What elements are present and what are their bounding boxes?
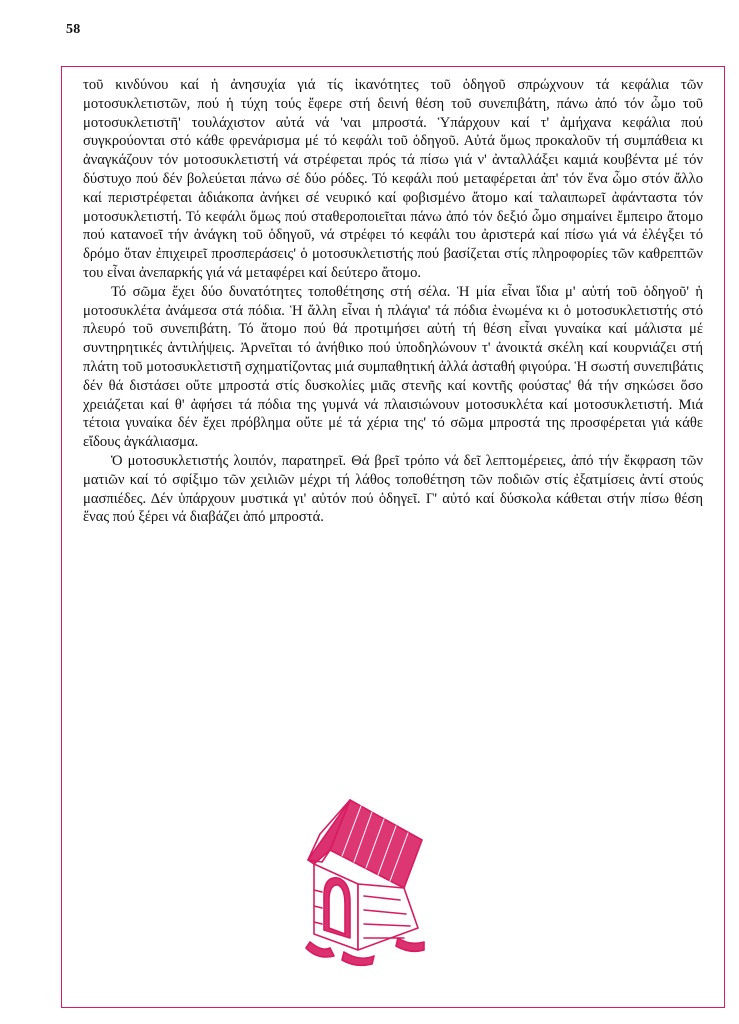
paragraph-2: Τό σῶμα ἔχει δύο δυνατότητες τοποθέτησης στή σέλα. Ἡ μία εἶναι ἴδια μ' αὐτή τοῦ ὁδηγοῦ' ἡ μοτοσυκλέτα ἀνάμεσα στά πόδια. Ἡ ἄλλη εἶναι ἡ πλάγια' τά πόδια ἑνωμένα κι ὁ μοτοσυκλετιστής στό πλευρό τοῦ συνεπιβάτη. Τό ἄτομο πού θά προτιμήσει αὐτή τή θέση εἶναι γυναίκα καί μάλιστα μέ συντηρητικές ἀντιλήψεις. Ἀρνεῖται τό ἀνήθικο πού ὑποδηλώνουν τ' ἀνοικτά σκέλη καί κουρνιάζει στή πλάτη τοῦ μοτοσυκλετιστῆ σχηματίζοντας μιά συμπαθητική ἀλλά ἀσταθή φιγούρα. Ἡ σωστή συνεπιβάτις δέν θά διστάσει οὔτε μπροστά στίς δυσκολίες μιᾶς στενῆς καί κοντῆς φούστας' θά τήν σηκώσει ὅσο χρειάζεται καί θ' ἀφήσει τά πόδια της γυμνά νά πλαισιώνουν μοτοσυκλέτα καί μοτοσυκλετιστή. Μιά τέτοια γυναίκα δέν ἔχει πρόβλημα οὔτε μέ τά χέρια της' τό σῶμα μπροστά της προσφέρεται γιά κάθε εἴδους ἀγκάλιασμα. [83,283,703,451]
dog-house-illustration [300,792,434,970]
body-text [83,76,703,527]
dog-house-icon [300,792,434,970]
paragraph-1: τοῦ κινδύνου καί ἡ ἀνησυχία γιά τίς ἱκανότητες τοῦ ὁδηγοῦ σπρώχνουν τά κεφάλια τῶν μοτοσυκλετιστῶν, πού ἡ τύχη τούς ἔφερε στή δεινή θέση τοῦ συνεπιβάτη, πάνω ἀπό τόν ὦμο τοῦ μοτοσυκλετιστῆ' τουλάχιστον αὐτά νά 'ναι μπροστά. Ὑπάρχουν καί τ' ἀμήχανα κεφάλια πού συγκρούονται στό κάθε φρενάρισμα μέ τό κεφάλι τοῦ ὁδηγοῦ. Αὐτά ὅμως προκαλοῦν τή συμπάθεια κι ἀναγκάζουν τόν μοτοσυκλετιστή νά στρέφεται πρός τά πίσω γιά ν' ἀνταλλάξει καμιά κουβέντα μέ τόν δύστυχο πού δέν βολεύεται πάνω σέ δύο ρόδες. Τό κεφάλι πού μεταφέρεται ἀπ' τόν ἕνα ὦμο στόν ἄλλο καί περιστρέφεται ἀδιάκοπα ἀνήκει σέ νευρικό καί φοβισμένο ἄτομο καί ταλαιπωρεῖ ἀφάνταστα τόν μοτοσυκλετιστή. Τό κεφάλι ὅμως πού σταθεροποιεῖται πάνω ἀπό τόν δεξιό ὦμο σημαίνει ἔμπειρο ἄτομο πού κατανοεῖ τήν ἀνάγκη τοῦ ὁδηγοῦ, νά στρέφει τό κεφάλι του ἀριστερά καί πίσω γιά νά ἐλέγξει τό δρόμο ὅταν ἐπιχειρεῖ προσπεράσεις' ὁ μοτοσυκλετιστής πού βασίζεται στίς πληροφορίες τῶν καθρεπτῶν του εἶναι ἀνεπαρκής γιά νά μεταφέρει καί δεύτερο ἄτομο. [83,77,703,281]
paragraph-3: Ὁ μοτοσυκλετιστής λοιπόν, παρατηρεῖ. Θά βρεῖ τρόπο νά δεῖ λεπτομέρειες, ἀπό τήν ἔκφραση τῶν ματιῶν καί τό σφίξιμο τῶν χειλιῶν μέχρι τή λάθος τοποθέτηση τῶν ποδιῶν στίς ἐξατμίσεις ἀντί στούς μασπιέδες. Δέν ὑπάρχουν μυστικά γι' αὐτόν πού ὁδηγεῖ. Γ' αὐτό καί δύσκολα κάθεται στήν πίσω θέση ἕνας πού ξέρει νά διαβάζει ἀπό μπροστά. [83,452,703,526]
page-number: 58 [66,22,81,37]
